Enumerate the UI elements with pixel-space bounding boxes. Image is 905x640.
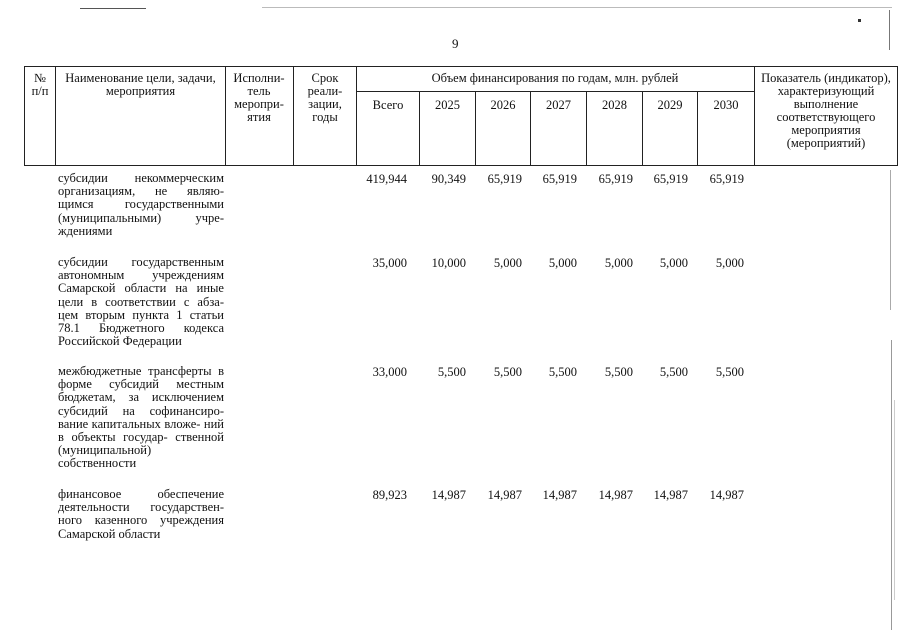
row-2028: 14,987	[598, 488, 633, 502]
header-name: Наименование цели, задачи, мероприятия	[65, 71, 216, 98]
page-number: 9	[452, 36, 459, 51]
row-2028: 5,000	[604, 256, 633, 270]
header-year-2028: 2028	[602, 98, 627, 112]
header-year-2027: 2027	[546, 98, 571, 112]
row-2030: 5,000	[715, 256, 744, 270]
right-edge-artifact	[891, 340, 892, 630]
row-name: финансовое обеспечение деятельности государствен- ного казенного учреждения Самарской области	[58, 487, 224, 541]
row-total: 89,923	[372, 488, 407, 502]
row-name: субсидии некоммерческим организациям, не являю- щимся государственными (муниципальными) учре- ждениями	[58, 171, 224, 238]
header-indicator: Показатель (индикатор), характеризующий выполнение соответствующего мероприятия (мероприятий)	[761, 71, 891, 150]
row-2026: 65,919	[487, 172, 522, 186]
row-total: 35,000	[372, 256, 407, 270]
row-2025: 90,349	[431, 172, 466, 186]
dot-artifact	[858, 19, 861, 22]
row-name: субсидии государственным автономным учреждениям Самарской области на иные цели в соответствии с абза- цем вторым пункта 1 статьи 78.1 Бюджетного кодекса Российской Федерации	[58, 255, 224, 349]
row-2030: 5,500	[715, 365, 744, 379]
row-2028: 5,500	[604, 365, 633, 379]
row-2025: 10,000	[431, 256, 466, 270]
row-2028: 65,919	[598, 172, 633, 186]
row-total: 33,000	[372, 365, 407, 379]
row-2025: 5,500	[437, 365, 466, 379]
row-2029: 5,500	[659, 365, 688, 379]
row-2027: 5,000	[548, 256, 577, 270]
row-name: межбюджетные трансферты в форме субсидий местным бюджетам, за исключением субсидий на софинансиро- вание капитальных вложе- ний в объекты государ- ственной (муниципальной) собственности	[58, 364, 224, 471]
right-edge-artifact	[894, 400, 895, 600]
header-term: Срок реали- зации, годы	[307, 71, 343, 124]
row-2030: 65,919	[709, 172, 744, 186]
header-year-2025: 2025	[435, 98, 460, 112]
header-executor: Исполни- тель меропри- ятия	[233, 71, 285, 124]
row-2026: 5,000	[493, 256, 522, 270]
right-edge-artifact	[889, 10, 890, 50]
row-2025: 14,987	[431, 488, 466, 502]
top-left-scan-line	[80, 8, 146, 9]
row-2027: 14,987	[542, 488, 577, 502]
row-2027: 5,500	[548, 365, 577, 379]
row-2029: 5,000	[659, 256, 688, 270]
header-year-2030: 2030	[713, 98, 739, 112]
row-2026: 14,987	[487, 488, 522, 502]
header-year-2029: 2029	[657, 98, 683, 112]
row-2029: 14,987	[653, 488, 688, 502]
row-total: 419,944	[366, 172, 407, 186]
row-2027: 65,919	[542, 172, 577, 186]
header-year-2026: 2026	[490, 98, 516, 112]
header-number: № п/п	[31, 71, 49, 98]
header-financing: Объем финансирования по годам, млн. рублей	[431, 71, 679, 85]
row-2029: 65,919	[653, 172, 688, 186]
row-2030: 14,987	[709, 488, 744, 502]
row-2026: 5,500	[493, 365, 522, 379]
right-edge-artifact	[890, 170, 891, 310]
header-total: Всего	[372, 98, 404, 112]
top-right-scan-line	[262, 7, 892, 8]
